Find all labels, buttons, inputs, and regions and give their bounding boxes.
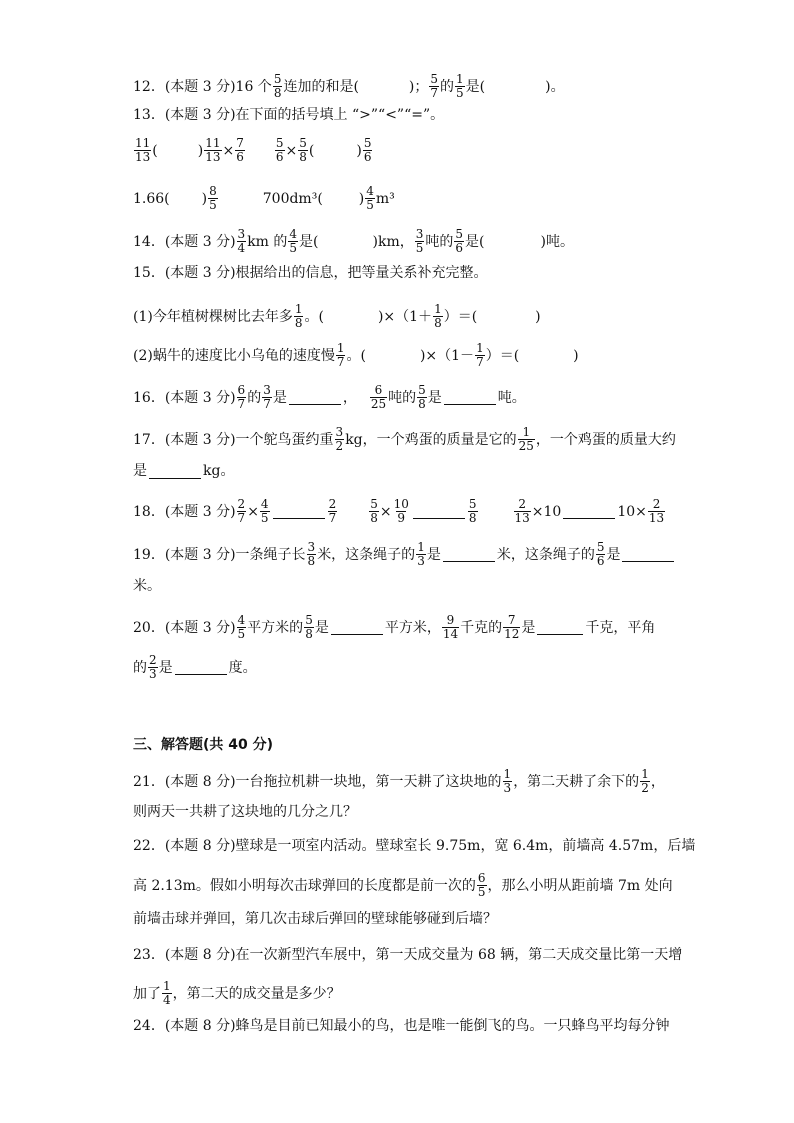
question-21-cont xyxy=(133,803,357,821)
q20-text: 千克的 xyxy=(460,619,503,636)
numerator: 2 xyxy=(328,497,337,511)
fraction xyxy=(393,498,410,525)
numerator: 2 xyxy=(518,497,526,511)
numerator: 1 xyxy=(476,341,484,355)
q15-text: ）＝( xyxy=(485,347,520,364)
fraction xyxy=(477,872,487,899)
q13-text: 13．(本题 3 分)在下面的括号填上 “>”“<”“=”。 xyxy=(133,107,445,123)
fraction xyxy=(162,980,172,1007)
fraction xyxy=(335,426,345,453)
question-23-cont xyxy=(133,980,341,1007)
fraction xyxy=(235,137,245,164)
q14-text: 14．(本题 3 分) xyxy=(133,233,236,250)
question-12 xyxy=(133,73,565,100)
denominator: 7 xyxy=(237,511,246,525)
times-sign: × xyxy=(635,503,647,520)
q19-text: 米，这条绳子的 xyxy=(496,546,595,563)
denominator: 8 xyxy=(299,150,307,164)
q22-text: 高 2.13m。假如小明每次击球弹回的长度都是前一次的 xyxy=(133,877,476,894)
q16-text: 吨的 xyxy=(388,389,417,406)
denominator: 4 xyxy=(163,993,171,1007)
fraction xyxy=(454,228,464,255)
fraction xyxy=(518,426,535,453)
numerator: 5 xyxy=(430,72,439,86)
q22-text: ，那么小明从距前墙 7m 处向 xyxy=(487,877,673,894)
question-22-line-3 xyxy=(133,910,497,928)
q19-text: 米，这条绳子的 xyxy=(317,546,416,563)
numerator: 7 xyxy=(236,136,244,150)
q21-text: ，第二天耕了余下的 xyxy=(513,773,640,790)
denominator: 7 xyxy=(430,86,439,100)
numerator: 1 xyxy=(294,302,303,316)
numerator: 1 xyxy=(163,979,171,993)
denominator: 8 xyxy=(468,511,477,525)
question-13 xyxy=(133,106,444,124)
bracket: ) xyxy=(197,142,204,159)
q15-text: )×（1－ xyxy=(419,347,475,364)
q20-text: 20．(本题 3 分) xyxy=(133,619,236,636)
numerator: 11 xyxy=(205,136,221,150)
unit-label: m³ xyxy=(375,190,395,207)
fraction xyxy=(328,498,338,525)
numerator: 1 xyxy=(503,767,512,781)
numerator: 5 xyxy=(275,136,284,150)
denominator: 8 xyxy=(370,511,378,525)
denominator: 8 xyxy=(418,397,426,411)
numerator: 1 xyxy=(522,425,531,439)
fraction xyxy=(288,228,298,255)
numerator: 4 xyxy=(237,613,246,627)
denominator: 12 xyxy=(504,627,520,641)
q17-text: kg，一个鸡蛋的质量是它的 xyxy=(345,431,517,448)
denominator: 6 xyxy=(455,241,464,255)
numerator: 3 xyxy=(307,540,316,554)
numerator: 8 xyxy=(209,184,217,198)
denominator: 9 xyxy=(397,511,406,525)
q19-text: 是 xyxy=(606,546,621,563)
denominator: 3 xyxy=(417,554,425,568)
bracket: ( xyxy=(308,142,315,159)
denominator: 13 xyxy=(205,150,221,164)
fraction xyxy=(468,498,478,525)
times-sign: × xyxy=(247,503,259,520)
question-22-line-2 xyxy=(133,872,673,899)
numerator: 4 xyxy=(260,497,269,511)
q19-text: 是 xyxy=(426,546,441,563)
q12-text: 12．(本题 3 分)16 个 xyxy=(133,78,272,95)
fraction xyxy=(134,137,151,164)
question-15-part-1 xyxy=(133,303,541,330)
fraction xyxy=(365,185,375,212)
q22-text: 前墙击球并弹回，第几次击球后弹回的壁球能够碰到后墙？ xyxy=(133,911,497,927)
fraction xyxy=(640,768,650,795)
question-17-cont xyxy=(133,462,234,480)
fraction xyxy=(417,384,427,411)
q21-text: ， xyxy=(650,773,665,790)
q15-text: (2)蜗牛的速度比小乌龟的速度慢 xyxy=(133,347,335,364)
q15-text: ）＝( xyxy=(443,308,478,325)
q12-text: )。 xyxy=(545,78,565,95)
numerator: 5 xyxy=(455,227,464,241)
question-14 xyxy=(133,228,574,255)
numerator: 1 xyxy=(336,341,345,355)
fraction xyxy=(148,654,158,681)
q13-text: 700dm³( xyxy=(262,190,323,207)
bracket: ) xyxy=(201,190,208,207)
denominator: 5 xyxy=(289,241,298,255)
bracket: ) xyxy=(358,190,365,207)
denominator: 5 xyxy=(260,511,269,525)
numerator: 9 xyxy=(446,613,455,627)
answer-blank[interactable] xyxy=(273,504,325,519)
q14-text: 是( xyxy=(299,233,319,250)
numerator: 5 xyxy=(418,383,426,397)
q20-text: 是 xyxy=(314,619,329,636)
numerator: 5 xyxy=(305,613,313,627)
q15-text: 。( xyxy=(346,347,366,364)
fraction xyxy=(514,498,531,525)
denominator: 2 xyxy=(335,439,344,453)
denominator: 25 xyxy=(518,439,534,453)
denominator: 8 xyxy=(273,86,282,100)
fraction xyxy=(307,541,317,568)
q15-text: ) xyxy=(573,347,579,364)
q16-text: 是 xyxy=(427,389,442,406)
numerator: 4 xyxy=(366,184,374,198)
q16-text: 是 xyxy=(272,389,287,406)
denominator: 25 xyxy=(370,397,387,411)
fraction xyxy=(429,73,439,100)
q14-text: 吨的 xyxy=(425,233,454,250)
fraction xyxy=(204,137,221,164)
fraction xyxy=(370,384,387,411)
answer-blank[interactable] xyxy=(537,620,583,635)
q20-text: 平方米， xyxy=(384,619,441,636)
fraction xyxy=(475,342,485,369)
answer-blank[interactable] xyxy=(622,547,674,562)
q14-text: )km， xyxy=(372,233,414,250)
numerator: 2 xyxy=(149,653,157,667)
q19-text: 米。 xyxy=(133,578,161,594)
numerator: 1 xyxy=(641,767,649,781)
denominator: 6 xyxy=(275,150,284,164)
fraction xyxy=(363,137,373,164)
fraction xyxy=(503,614,520,641)
fraction xyxy=(273,73,283,100)
q23-text: 加了 xyxy=(133,985,161,1002)
fraction xyxy=(294,303,304,330)
denominator: 13 xyxy=(514,511,530,525)
numerator: 3 xyxy=(415,227,424,241)
denominator: 5 xyxy=(477,885,486,899)
denominator: 3 xyxy=(503,781,512,795)
q24-text: 24．(本题 8 分)蜂鸟是目前已知最小的鸟，也是唯一能倒飞的鸟。一只蜂鸟平均每分钟 xyxy=(133,1018,670,1034)
numerator: 1 xyxy=(434,302,442,316)
times-sign: × xyxy=(222,142,235,159)
number: 10 xyxy=(617,503,636,520)
denominator: 2 xyxy=(641,781,649,795)
question-19-cont xyxy=(133,577,161,595)
q21-text: 则两天一共耕了这块地的几分之几？ xyxy=(133,804,357,820)
denominator: 5 xyxy=(209,198,217,212)
fraction xyxy=(262,384,272,411)
denominator: 7 xyxy=(476,355,484,369)
q12-text: 的 xyxy=(440,78,455,95)
answer-blank[interactable] xyxy=(149,464,201,479)
q17-text: 17．(本题 3 分)一个鸵鸟蛋约重 xyxy=(133,431,334,448)
answer-blank[interactable] xyxy=(563,504,615,519)
q15-text: ) xyxy=(535,308,541,325)
denominator: 8 xyxy=(294,316,303,330)
question-21 xyxy=(133,768,665,795)
denominator: 8 xyxy=(434,316,442,330)
fraction xyxy=(596,541,606,568)
numerator: 5 xyxy=(596,540,605,554)
numerator: 6 xyxy=(374,383,383,397)
denominator: 7 xyxy=(263,397,271,411)
q15-text: 15．(本题 3 分)根据给出的信息，把等量关系补充完整。 xyxy=(133,265,488,281)
fraction xyxy=(237,614,247,641)
q20-text: 是 xyxy=(158,659,173,676)
fraction xyxy=(369,498,379,525)
denominator: 13 xyxy=(135,150,151,164)
question-24 xyxy=(133,1017,670,1035)
numerator: 10 xyxy=(393,497,409,511)
q20-text: 的 xyxy=(133,659,147,676)
q15-text: (1)今年植树棵树比去年多 xyxy=(133,308,293,325)
fraction xyxy=(416,541,426,568)
numerator: 2 xyxy=(652,497,661,511)
question-20 xyxy=(133,614,655,641)
numerator: 3 xyxy=(263,383,271,397)
fraction xyxy=(442,614,459,641)
denominator: 8 xyxy=(307,554,316,568)
numerator: 5 xyxy=(363,136,372,150)
question-15 xyxy=(133,264,488,282)
q20-text: 千克，平角 xyxy=(585,619,656,636)
denominator: 3 xyxy=(149,667,157,681)
fraction xyxy=(336,342,346,369)
q16-text: 吨。 xyxy=(497,389,526,406)
answer-blank[interactable] xyxy=(289,390,341,405)
q19-text: 19．(本题 3 分)一条绳子长 xyxy=(133,546,306,563)
numerator: 3 xyxy=(237,227,246,241)
fraction xyxy=(455,73,465,100)
denominator: 5 xyxy=(415,241,424,255)
question-15-part-2 xyxy=(133,342,579,369)
denominator: 5 xyxy=(366,198,374,212)
answer-blank[interactable] xyxy=(413,504,465,519)
q18-text: 18．(本题 3 分) xyxy=(133,503,236,520)
denominator: 5 xyxy=(456,86,464,100)
q16-text: 的 xyxy=(247,389,262,406)
fraction xyxy=(503,768,513,795)
denominator: 4 xyxy=(237,241,246,255)
fraction xyxy=(275,137,285,164)
q15-text: )×（1＋ xyxy=(377,308,433,325)
q12-text: 连加的和是( xyxy=(283,78,359,95)
fraction xyxy=(648,498,665,525)
numerator: 1 xyxy=(456,72,464,86)
q22-text: 22．(本题 8 分)壁球是一项室内活动。壁球室长 9.75m，宽 6.4m，前墙高 4.57m，后墙 xyxy=(133,838,696,854)
answer-blank[interactable] xyxy=(175,660,227,675)
fraction xyxy=(298,137,308,164)
fraction xyxy=(237,384,247,411)
question-13-row-2 xyxy=(133,185,395,212)
numerator: 5 xyxy=(273,72,282,86)
denominator: 5 xyxy=(237,627,246,641)
denominator: 7 xyxy=(328,511,337,525)
question-16 xyxy=(133,384,526,411)
q14-text: km 的 xyxy=(247,233,288,250)
question-20-cont xyxy=(133,654,257,681)
denominator: 7 xyxy=(336,355,345,369)
q17-text: kg。 xyxy=(203,463,235,479)
q16-text: 16．(本题 3 分) xyxy=(133,389,236,406)
q12-text: )； xyxy=(408,78,429,95)
fraction xyxy=(304,614,314,641)
numerator: 5 xyxy=(299,136,307,150)
times-sign: × xyxy=(285,142,298,159)
q15-text: 。( xyxy=(304,308,324,325)
answer-blank[interactable] xyxy=(444,390,496,405)
numerator: 5 xyxy=(468,497,477,511)
question-22 xyxy=(133,837,695,855)
fraction xyxy=(415,228,425,255)
bracket: ) xyxy=(356,142,362,159)
numerator: 1 xyxy=(417,540,425,554)
question-13-row-1 xyxy=(133,137,373,164)
numerator: 4 xyxy=(289,227,298,241)
q20-text: 平方米的 xyxy=(247,619,304,636)
answer-blank[interactable] xyxy=(443,547,495,562)
q14-text: )吨。 xyxy=(540,233,574,250)
denominator: 6 xyxy=(236,150,244,164)
question-17 xyxy=(133,426,676,453)
times-sign: × xyxy=(379,503,392,520)
denominator: 13 xyxy=(648,511,665,525)
denominator: 6 xyxy=(596,554,605,568)
q23-text: ，第二天的成交量是多少？ xyxy=(172,985,341,1002)
numerator: 5 xyxy=(370,497,378,511)
q21-text: 21．(本题 8 分)一台拖拉机耕一块地，第一天耕了这块地的 xyxy=(133,773,502,790)
numerator: 3 xyxy=(335,425,344,439)
fraction xyxy=(433,303,443,330)
numerator: 6 xyxy=(477,871,486,885)
number: 10 xyxy=(543,503,562,520)
times-sign: × xyxy=(531,503,544,520)
fraction xyxy=(237,228,247,255)
question-23 xyxy=(133,946,682,964)
section-heading: 三、解答题(共 40 分) xyxy=(133,737,274,753)
question-18 xyxy=(133,498,666,525)
denominator: 14 xyxy=(442,627,459,641)
fraction xyxy=(260,498,270,525)
answer-blank[interactable] xyxy=(331,620,383,635)
numerator: 2 xyxy=(237,497,246,511)
denominator: 7 xyxy=(237,397,246,411)
q16-text: ， xyxy=(342,389,357,406)
q14-text: 是( xyxy=(465,233,485,250)
q23-text: 23．(本题 8 分)在一次新型汽车展中，第一天成交量为 68 辆，第二天成交量比第一天增 xyxy=(133,947,683,963)
denominator: 8 xyxy=(305,627,313,641)
q12-text: 是( xyxy=(465,78,486,95)
q13-text: 1.66( xyxy=(133,190,170,207)
fraction xyxy=(208,185,218,212)
denominator: 6 xyxy=(363,150,372,164)
fraction xyxy=(237,498,247,525)
numerator: 7 xyxy=(507,613,516,627)
q20-text: 度。 xyxy=(228,659,257,676)
question-19 xyxy=(133,541,676,568)
numerator: 11 xyxy=(135,136,151,150)
bracket: ( xyxy=(152,142,158,159)
q17-text: 是 xyxy=(133,463,147,479)
numerator: 6 xyxy=(237,383,246,397)
q20-text: 是 xyxy=(521,619,536,636)
q17-text: ，一个鸡蛋的质量大约 xyxy=(535,431,676,448)
